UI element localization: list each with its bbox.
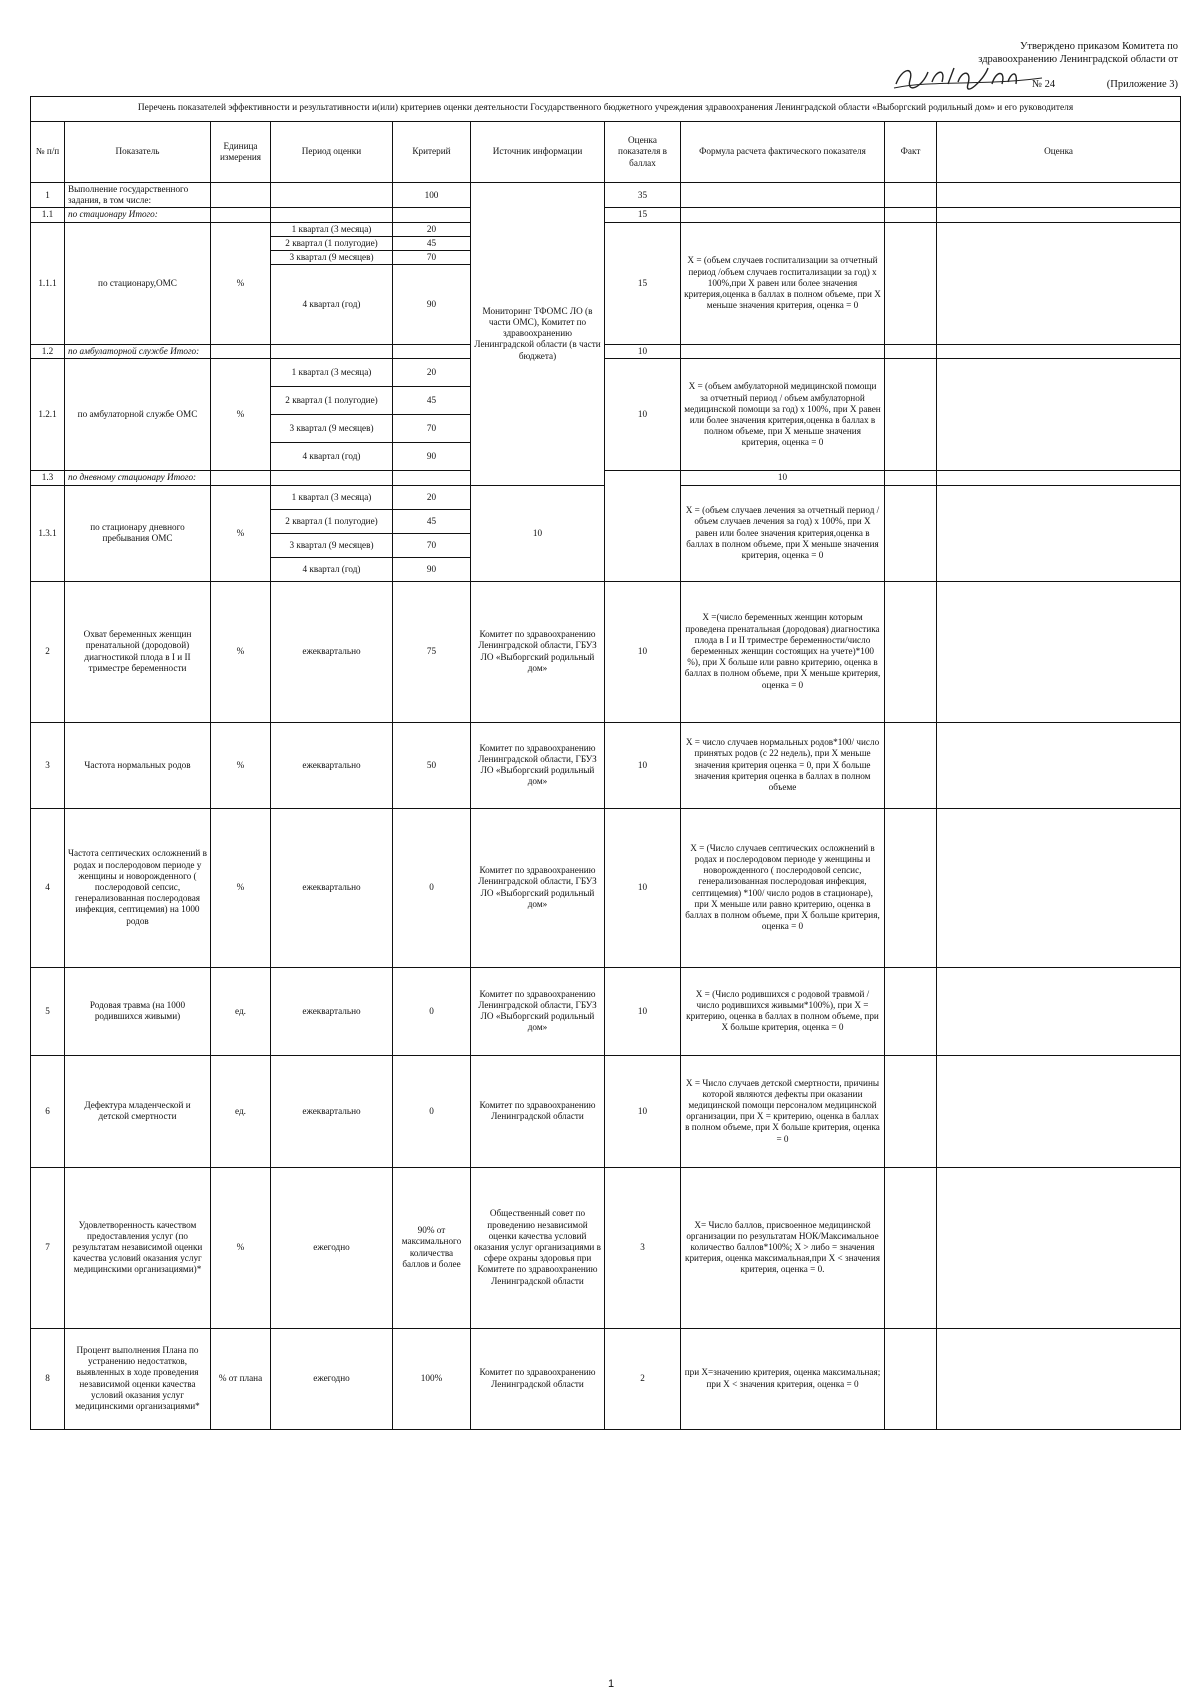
row-source: Общественный совет по проведению независимой оценки качества условий оказания услуг организациями в сфере охраны здоровья при Комитете по здравоохранению Ленинградской области <box>471 1167 605 1328</box>
row-formula: X = (объем случаев лечения за отчетный период / объем случаев лечения за год) x 100%, при X равен или более значения критерия,оценка в баллах в полном объеме, при X меньше значения критерия, оценка = 0 <box>681 485 885 581</box>
header-num: № п/п <box>31 122 65 183</box>
table-row <box>31 471 1181 485</box>
row-unit: % <box>211 581 271 722</box>
row-rating <box>937 485 1181 581</box>
row-score: 10 <box>471 485 605 581</box>
row-score: 3 <box>605 1167 681 1328</box>
period-q4: 4 квартал (год) <box>271 443 393 471</box>
row-fact <box>885 1055 937 1167</box>
row-indicator: по стационару,ОМС <box>65 222 211 345</box>
row-indicator: Выполнение государственного задания, в том числе: <box>65 183 211 208</box>
table-row <box>31 345 1181 359</box>
row-indicator: Процент выполнения Плана по устранению недостатков, выявленных в ходе проведения независимой оценки качества условий оказания услуг медицинскими организациями* <box>65 1328 211 1429</box>
page-number: 1 <box>608 1678 615 1690</box>
table-row <box>31 722 1181 808</box>
row-formula: X = Число случаев детской смертности, причины которой являются дефекты при оказании медицинской помощи персоналом медицинской организации, при X = критерию, оценка в баллах в полном объеме, при X больше критерия, оценка = 0 <box>681 1055 885 1167</box>
annex-label: (Приложение 3) <box>1106 79 1178 90</box>
row-rating <box>937 1167 1181 1328</box>
indicators-table <box>30 96 1181 1430</box>
row-score: 10 <box>605 967 681 1055</box>
header-indicator: Показатель <box>65 122 211 183</box>
header-criterion: Критерий <box>393 122 471 183</box>
period-q2: 2 квартал (1 полугодие) <box>271 387 393 415</box>
approval-line-2: здравоохранению Ленинградской области от <box>978 54 1178 65</box>
row-formula: X =(число беременных женщин которым проведена пренатальная (дородовая) диагностика плода в I и II триместре беременности/число беременных женщин состоящих на учете)*100 %), при X больше или равно критерию, оценка в баллах в полном объеме, при X меньше критерия, оценка = 0 <box>681 581 885 722</box>
row-num: 1.1 <box>31 208 65 222</box>
row-unit: % от плана <box>211 1328 271 1429</box>
row-criterion: 100 <box>393 183 471 208</box>
row-rating <box>937 581 1181 722</box>
row-unit: % <box>211 485 271 581</box>
row-formula: X = (объем амбулаторной медицинской помощи за отчетный период / объем амбулаторной медицинской помощи за год) x 100%, при X равен или более значения критерия,оценка в баллах в полном объеме, при X меньше значения критерия, оценка = 0 <box>681 359 885 471</box>
source-continued <box>605 471 681 581</box>
header-fact: Факт <box>885 122 937 183</box>
row-criterion: 100% <box>393 1328 471 1429</box>
order-number: № 24 <box>1032 79 1056 90</box>
criterion-q1: 20 <box>393 485 471 509</box>
row-num: 1 <box>31 183 65 208</box>
row-formula: X = число случаев нормальных родов*100/ число принятых родов (с 22 недель), при X меньше значения критерия оценка = 0, при X больше значения критерия оценка в баллах в полном объеме <box>681 722 885 808</box>
row-source: Комитет по здравоохранению Ленинградской области, ГБУЗ ЛО «Выборгский родильный дом» <box>471 581 605 722</box>
row-fact <box>885 808 937 967</box>
row-unit: % <box>211 222 271 345</box>
criterion-q2: 45 <box>393 387 471 415</box>
period-q1: 1 квартал (3 месяца) <box>271 359 393 387</box>
row-num: 7 <box>31 1167 65 1328</box>
criterion-q2: 45 <box>393 509 471 533</box>
row-rating <box>937 222 1181 345</box>
source-main: Мониторинг ТФОМС ЛО (в части ОМС), Комитет по здравоохранению Ленинградской области (в части бюджета) <box>471 183 605 486</box>
row-period: ежеквартально <box>271 722 393 808</box>
row-num: 8 <box>31 1328 65 1429</box>
row-source: Комитет по здравоохранению Ленинградской области <box>471 1055 605 1167</box>
header-period: Период оценки <box>271 122 393 183</box>
period-q2: 2 квартал (1 полугодие) <box>271 509 393 533</box>
row-num: 5 <box>31 967 65 1055</box>
row-num: 2 <box>31 581 65 722</box>
header-source: Источник информации <box>471 122 605 183</box>
row-num: 3 <box>31 722 65 808</box>
criterion-q4: 90 <box>393 557 471 581</box>
row-formula: X= Число баллов, присвоенное медицинской организации по результатам НОК/Максимальное количество баллов*100%; X > либо = значения критерия, оценка максимальная,при X < значения критерия, оценка = 0. <box>681 1167 885 1328</box>
row-unit: % <box>211 808 271 967</box>
row-score: 10 <box>605 359 681 471</box>
row-unit: % <box>211 1167 271 1328</box>
period-q3: 3 квартал (9 месяцев) <box>271 251 393 265</box>
header-rating: Оценка <box>937 122 1181 183</box>
header-formula: Формула расчета фактического показателя <box>681 122 885 183</box>
row-period: ежеквартально <box>271 967 393 1055</box>
row-rating <box>937 1328 1181 1429</box>
table-row <box>31 581 1181 722</box>
row-criterion: 0 <box>393 808 471 967</box>
table-row <box>31 359 1181 387</box>
row-score: 10 <box>605 1055 681 1167</box>
criterion-q1: 20 <box>393 359 471 387</box>
row-score: 10 <box>605 345 681 359</box>
criterion-q3: 70 <box>393 533 471 557</box>
row-fact <box>885 359 937 471</box>
table-row <box>31 808 1181 967</box>
row-num: 1.2 <box>31 345 65 359</box>
row-criterion: 90% от максимального количества баллов и более <box>393 1167 471 1328</box>
criterion-q4: 90 <box>393 265 471 345</box>
row-fact <box>885 222 937 345</box>
row-indicator: по стационару Итого: <box>65 208 211 222</box>
row-formula: при X=значению критерия, оценка максимальная; при X < значения критерия, оценка = 0 <box>681 1328 885 1429</box>
row-rating <box>937 967 1181 1055</box>
row-unit: % <box>211 722 271 808</box>
approval-line-1: Утверждено приказом Комитета по <box>1020 41 1178 52</box>
table-row <box>31 183 1181 208</box>
row-period: ежеквартально <box>271 1055 393 1167</box>
criterion-q2: 45 <box>393 236 471 250</box>
row-unit: ед. <box>211 1055 271 1167</box>
approval-stamp <box>930 40 1178 92</box>
row-indicator: Охват беременных женщин пренатальной (дородовой) диагностикой плода в I и II триместре беременности <box>65 581 211 722</box>
row-source: Комитет по здравоохранению Ленинградской области <box>471 1328 605 1429</box>
header-score: Оценка показателя в баллах <box>605 122 681 183</box>
row-fact <box>885 722 937 808</box>
criterion-q4: 90 <box>393 443 471 471</box>
row-num: 1.3.1 <box>31 485 65 581</box>
row-source: Комитет по здравоохранению Ленинградской области, ГБУЗ ЛО «Выборгский родильный дом» <box>471 967 605 1055</box>
period-q4: 4 квартал (год) <box>271 265 393 345</box>
row-period: ежеквартально <box>271 581 393 722</box>
row-fact <box>885 485 937 581</box>
row-num: 6 <box>31 1055 65 1167</box>
row-formula <box>681 183 885 208</box>
row-indicator: Удовлетворенность качеством предоставления услуг (по результатам независимой оценки качества условий оказания услуг медицинскими организациями)* <box>65 1167 211 1328</box>
row-score: 10 <box>605 581 681 722</box>
row-indicator: по стационару дневного пребывания ОМС <box>65 485 211 581</box>
table-row <box>31 967 1181 1055</box>
table-row <box>31 208 1181 222</box>
row-score: 2 <box>605 1328 681 1429</box>
header-row <box>31 122 1181 183</box>
period-q3: 3 квартал (9 месяцев) <box>271 533 393 557</box>
table-row <box>31 1328 1181 1429</box>
row-formula: X = (Число случаев септических осложнений в родах и послеродовом периоде у женщины и новорожденного ( послеродовой сепсис, генерализованная послеродовая инфекция, септицемия) *100/ число родов в стационаре), при X меньше или равно критерию, оценка в баллах в полном объеме, при X больше критерия, оценка = 0 <box>681 808 885 967</box>
criterion-q3: 70 <box>393 415 471 443</box>
period-q1: 1 квартал (3 месяца) <box>271 222 393 236</box>
row-period: ежегодно <box>271 1167 393 1328</box>
row-indicator: по амбулаторной службе Итого: <box>65 345 211 359</box>
row-indicator: Частота нормальных родов <box>65 722 211 808</box>
criterion-q3: 70 <box>393 251 471 265</box>
row-formula: X = (Число родившихся с родовой травмой / число родившихся живыми*100%), при X = критерию, оценка в баллах в полном объеме, при X больше критерия, оценка = 0 <box>681 967 885 1055</box>
row-criterion: 0 <box>393 1055 471 1167</box>
period-q1: 1 квартал (3 месяца) <box>271 485 393 509</box>
row-rating <box>937 808 1181 967</box>
row-source: Комитет по здравоохранению Ленинградской области, ГБУЗ ЛО «Выборгский родильный дом» <box>471 808 605 967</box>
row-score: 10 <box>605 722 681 808</box>
period-q3: 3 квартал (9 месяцев) <box>271 415 393 443</box>
row-period <box>271 183 393 208</box>
row-criterion: 50 <box>393 722 471 808</box>
period-q2: 2 квартал (1 полугодие) <box>271 236 393 250</box>
row-indicator: Родовая травма (на 1000 родившихся живыми) <box>65 967 211 1055</box>
criterion-q1: 20 <box>393 222 471 236</box>
row-fact <box>885 183 937 208</box>
table-row <box>31 1167 1181 1328</box>
row-rating <box>937 722 1181 808</box>
row-num: 1.2.1 <box>31 359 65 471</box>
row-rating <box>937 183 1181 208</box>
row-indicator: Дефектура младенческой и детской смертности <box>65 1055 211 1167</box>
row-formula: X = (объем случаев госпитализации за отчетный период /объем случаев госпитализации за год) x 100%,при X равен или более значения критерия,оценка в баллах в полном объеме, при X меньше значения критерия, оценка = 0 <box>681 222 885 345</box>
row-source: Комитет по здравоохранению Ленинградской области, ГБУЗ ЛО «Выборгский родильный дом» <box>471 722 605 808</box>
row-score: 35 <box>605 183 681 208</box>
row-fact <box>885 1328 937 1429</box>
row-fact <box>885 1167 937 1328</box>
row-fact <box>885 967 937 1055</box>
row-unit: % <box>211 359 271 471</box>
row-unit: ед. <box>211 967 271 1055</box>
row-indicator: Частота септических осложнений в родах и послеродовом периоде у женщины и новорожденного ( послеродовой сепсис, генерализованная послеродовая инфекция, септицемия) на 1000 родов <box>65 808 211 967</box>
row-criterion: 75 <box>393 581 471 722</box>
table-row <box>31 222 1181 236</box>
row-score: 15 <box>605 222 681 345</box>
row-rating <box>937 359 1181 471</box>
row-num: 4 <box>31 808 65 967</box>
row-score: 10 <box>681 471 885 485</box>
period-q4: 4 квартал (год) <box>271 557 393 581</box>
row-score: 10 <box>605 808 681 967</box>
row-score: 15 <box>605 208 681 222</box>
row-period: ежеквартально <box>271 808 393 967</box>
header-unit: Единица измерения <box>211 122 271 183</box>
row-num: 1.1.1 <box>31 222 65 345</box>
row-rating <box>937 1055 1181 1167</box>
table-title: Перечень показателей эффективности и результативности и(или) критериев оценки деятельности Государственного бюджетного учреждения здравоохранения Ленинградской области «Выборгский родильный дом» и его руководителя <box>31 97 1181 122</box>
row-num: 1.3 <box>31 471 65 485</box>
row-criterion: 0 <box>393 967 471 1055</box>
row-period: ежегодно <box>271 1328 393 1429</box>
table-row <box>31 1055 1181 1167</box>
row-fact <box>885 581 937 722</box>
row-indicator: по амбулаторной службе ОМС <box>65 359 211 471</box>
row-indicator: по дневному стационару Итого: <box>65 471 211 485</box>
row-unit <box>211 183 271 208</box>
